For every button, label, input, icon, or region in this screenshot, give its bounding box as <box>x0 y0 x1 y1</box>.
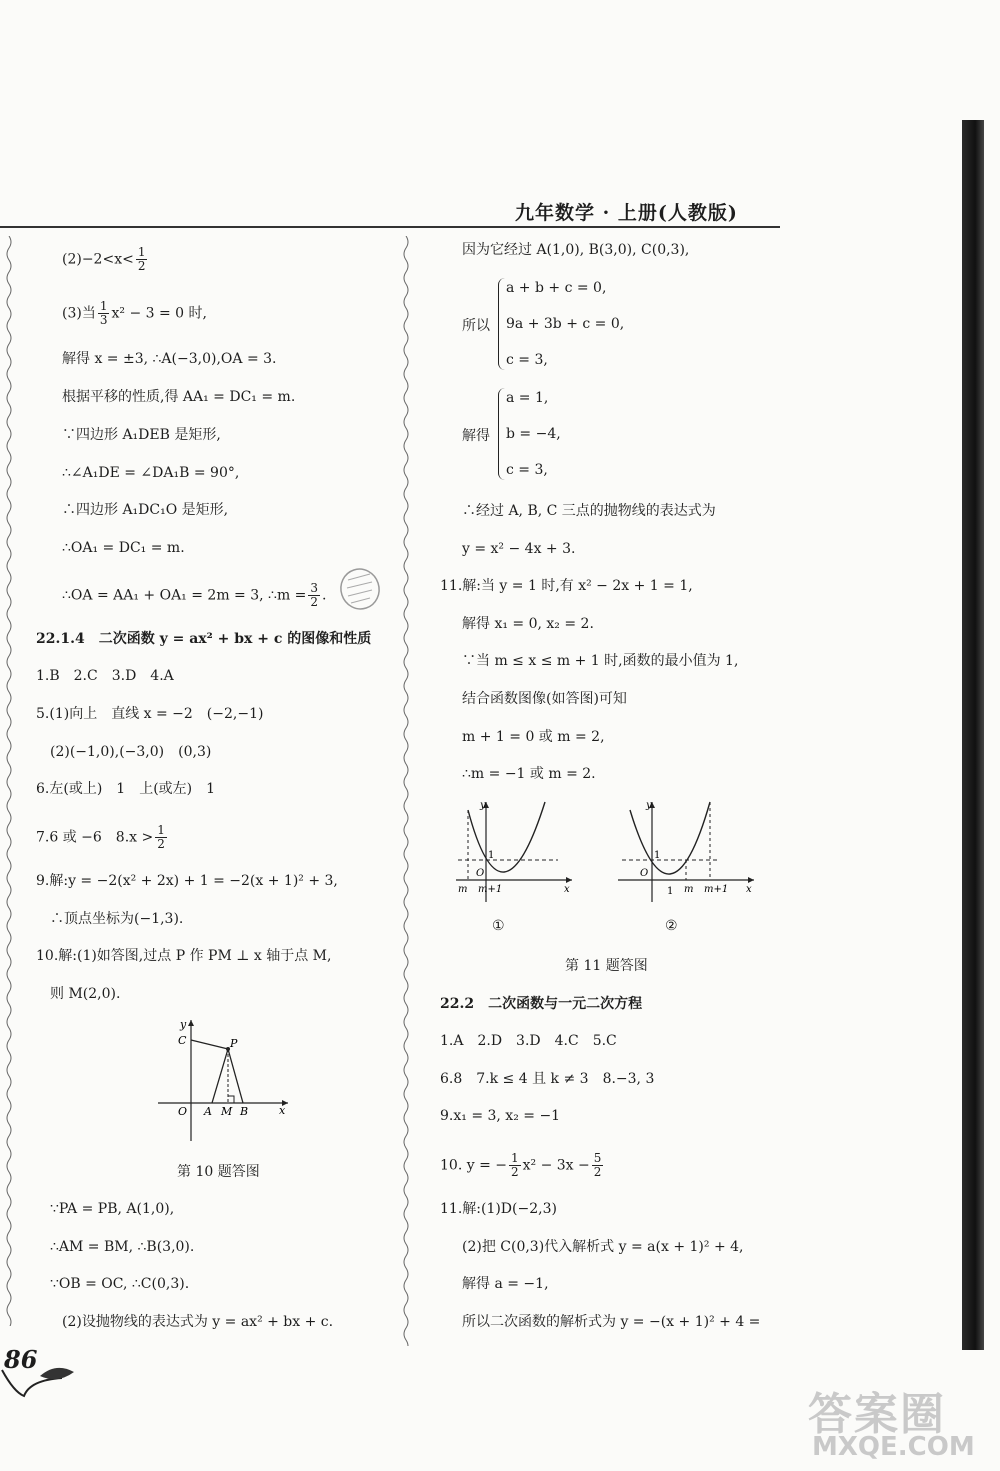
denominator: 3 <box>99 313 108 327</box>
numerator: 1 <box>157 823 165 837</box>
answer-q10-line3: ∵PA = PB, A(1,0), <box>50 1201 175 1217</box>
system-1-eq2: 9a + 3b + c = 0, <box>506 316 625 332</box>
system-2-eq2: b = −4, <box>506 426 561 442</box>
text: (2)−2<x< <box>62 251 134 268</box>
system-2-brace <box>498 388 505 480</box>
left-line-6: ∴∠A₁DE = ∠DA₁B = 90°, <box>62 465 240 481</box>
fraction <box>509 1152 521 1179</box>
section2-answer-11-line3: 解得 a = −1, <box>462 1276 549 1292</box>
section-heading-22-2: 22.2 二次函数与一元二次方程 <box>440 996 643 1012</box>
watermark-url: MXQE.COM <box>812 1432 975 1462</box>
watermark-logo: 答案圈 <box>808 1389 946 1440</box>
stamp-graphic <box>336 566 384 612</box>
text: ∴OA = AA₁ + OA₁ = 2m = 3, ∴m = <box>62 587 307 604</box>
answer-11-line3: ∵当 m ≤ x ≤ m + 1 时,函数的最小值为 1, <box>462 653 739 669</box>
figure-q11-label-2: ② <box>665 918 678 934</box>
section2-answers-6-8: 6.8 7.k ≤ 4 且 k ≠ 3 8.−3, 3 <box>440 1071 655 1087</box>
answer-q10-line5: ∵OB = OC, ∴C(0,3). <box>50 1276 190 1292</box>
section2-answers-1-5: 1.A 2.D 3.D 4.C 5.C <box>440 1033 617 1049</box>
svg-text:x: x <box>279 1104 286 1117</box>
denominator: 2 <box>511 1165 519 1179</box>
system-1-eq3: c = 3, <box>506 352 548 368</box>
answer-q5-part1: 5.(1)向上 直线 x = −2 (−2,−1) <box>36 706 264 722</box>
figure-q10-caption: 第 10 题答图 <box>177 1164 260 1180</box>
left-line-9 <box>62 582 327 609</box>
answer-q6: 6.左(或上) 1 上(或左) 1 <box>36 781 216 797</box>
numerator: 3 <box>310 581 319 595</box>
left-line-4: 根据平移的性质,得 AA₁ = DC₁ = m. <box>62 389 296 405</box>
svg-text:y: y <box>646 800 652 811</box>
answer-11-line4: 结合函数图像(如答图)可知 <box>462 691 627 707</box>
section2-answer-9: 9.x₁ = 3, x₂ = −1 <box>440 1108 561 1124</box>
answer-q10-line1: 10.解:(1)如答图,过点 P 作 PM ⊥ x 轴于点 M, <box>36 948 332 964</box>
answer-q10-line4: ∴AM = BM, ∴B(3,0). <box>50 1239 195 1255</box>
fraction <box>98 300 110 327</box>
left-line-7: ∴四边形 A₁DC₁O 是矩形, <box>62 502 229 518</box>
answer-11-line6: ∴m = −1 或 m = 2. <box>462 766 596 782</box>
figure-q11-caption: 第 11 题答图 <box>565 958 648 974</box>
svg-text:x: x <box>746 884 752 895</box>
text: 10. y = − <box>440 1157 507 1174</box>
fraction <box>136 246 148 273</box>
leaf-decoration-icon <box>0 1362 90 1402</box>
left-line-3: 解得 x = ±3, ∴A(−3,0),OA = 3. <box>62 351 277 367</box>
right-line-2: ∴经过 A, B, C 三点的抛物线的表达式为 <box>462 503 716 519</box>
denominator: 2 <box>593 1165 602 1179</box>
svg-text:m+1: m+1 <box>478 884 503 895</box>
system-1-eq1: a + b + c = 0, <box>506 280 607 296</box>
svg-text:O: O <box>178 1105 188 1118</box>
header-rule <box>0 226 780 228</box>
svg-text:O: O <box>476 868 485 879</box>
svg-text:y: y <box>480 800 486 811</box>
left-line-5: ∵四边形 A₁DEB 是矩形, <box>62 427 221 443</box>
svg-text:x: x <box>564 884 570 895</box>
svg-text:O: O <box>640 868 649 879</box>
fraction <box>155 824 167 851</box>
fraction <box>308 582 320 609</box>
page-title: 九年数学 · 上册(人教版) <box>515 202 738 224</box>
section2-answer-11-line2: (2)把 C(0,3)代入解析式 y = a(x + 1)² + 4, <box>462 1239 744 1255</box>
svg-text:C: C <box>178 1034 187 1047</box>
system-2-eq1: a = 1, <box>506 390 549 406</box>
section2-answer-11-line1: 11.解:(1)D(−2,3) <box>440 1201 557 1217</box>
section-heading-22-1-4: 22.1.4 二次函数 y = ax² + bx + c 的图像和性质 <box>36 631 372 647</box>
left-line-1 <box>62 246 149 273</box>
answer-q9-line1: 9.解:y = −2(x² + 2x) + 1 = −2(x + 1)² + 3, <box>36 873 338 889</box>
svg-text:m: m <box>458 884 468 895</box>
svg-text:y: y <box>180 1018 187 1031</box>
answer-q10-line2: 则 M(2,0). <box>50 986 121 1002</box>
section2-answer-11-line4: 所以二次函数的解析式为 y = −(x + 1)² + 4 = <box>462 1314 761 1330</box>
right-line-1: 因为它经过 A(1,0), B(3,0), C(0,3), <box>462 242 690 258</box>
system-1-brace <box>498 278 505 370</box>
page-number: 86 <box>4 1345 38 1374</box>
section2-answer-10 <box>440 1152 605 1179</box>
svg-text:B: B <box>240 1105 249 1118</box>
right-line-3: y = x² − 4x + 3. <box>462 541 576 557</box>
answer-q9-line2: ∴顶点坐标为(−1,3). <box>50 911 184 927</box>
figure-q10 <box>148 1016 298 1146</box>
numerator: 1 <box>99 299 108 313</box>
numerator: 1 <box>137 245 146 259</box>
system-2-eq3: c = 3, <box>506 462 548 478</box>
figure-q11-label-1: ① <box>492 918 505 934</box>
svg-text:m: m <box>684 884 694 895</box>
svg-text:1: 1 <box>654 850 661 861</box>
text: . <box>322 587 327 604</box>
answer-q1-4: 1.B 2.C 3.D 4.A <box>36 668 174 684</box>
numerator: 1 <box>511 1151 519 1165</box>
system-1-label: 所以 <box>462 318 490 334</box>
left-line-2 <box>62 300 207 327</box>
figure-q11-graph-1 <box>450 796 582 906</box>
svg-text:A: A <box>204 1105 212 1118</box>
svg-text:1: 1 <box>488 850 495 861</box>
fraction <box>592 1152 604 1179</box>
page-edge-shadow <box>962 120 984 1350</box>
text: 7.6 或 −6 8.x > <box>36 829 154 846</box>
text: x² − 3 = 0 时, <box>111 305 207 322</box>
numerator: 5 <box>593 1151 602 1165</box>
text: (3)当 <box>62 305 96 322</box>
figure-q11-graph-2 <box>612 796 762 906</box>
answer-q7-8 <box>36 824 169 851</box>
svg-text:P: P <box>230 1037 238 1050</box>
denominator: 2 <box>137 259 146 273</box>
center-wavy-border <box>399 236 413 1346</box>
denominator: 2 <box>157 837 165 851</box>
answer-q5-part2: (2)(−1,0),(−3,0) (0,3) <box>50 744 212 760</box>
svg-text:1: 1 <box>667 886 674 897</box>
answer-11-line1: 11.解:当 y = 1 时,有 x² − 2x + 1 = 1, <box>440 578 693 594</box>
text: x² − 3x − <box>522 1157 590 1174</box>
system-2-label: 解得 <box>462 428 490 444</box>
svg-text:m+1: m+1 <box>704 884 729 895</box>
answer-q10-line6: (2)设抛物线的表达式为 y = ax² + bx + c. <box>62 1314 334 1330</box>
answer-11-line5: m + 1 = 0 或 m = 2, <box>462 729 605 745</box>
left-line-8: ∴OA₁ = DC₁ = m. <box>62 540 185 556</box>
svg-text:M: M <box>221 1105 233 1118</box>
left-wavy-border <box>2 236 16 1326</box>
denominator: 2 <box>310 595 319 609</box>
answer-11-line2: 解得 x₁ = 0, x₂ = 2. <box>462 616 594 632</box>
